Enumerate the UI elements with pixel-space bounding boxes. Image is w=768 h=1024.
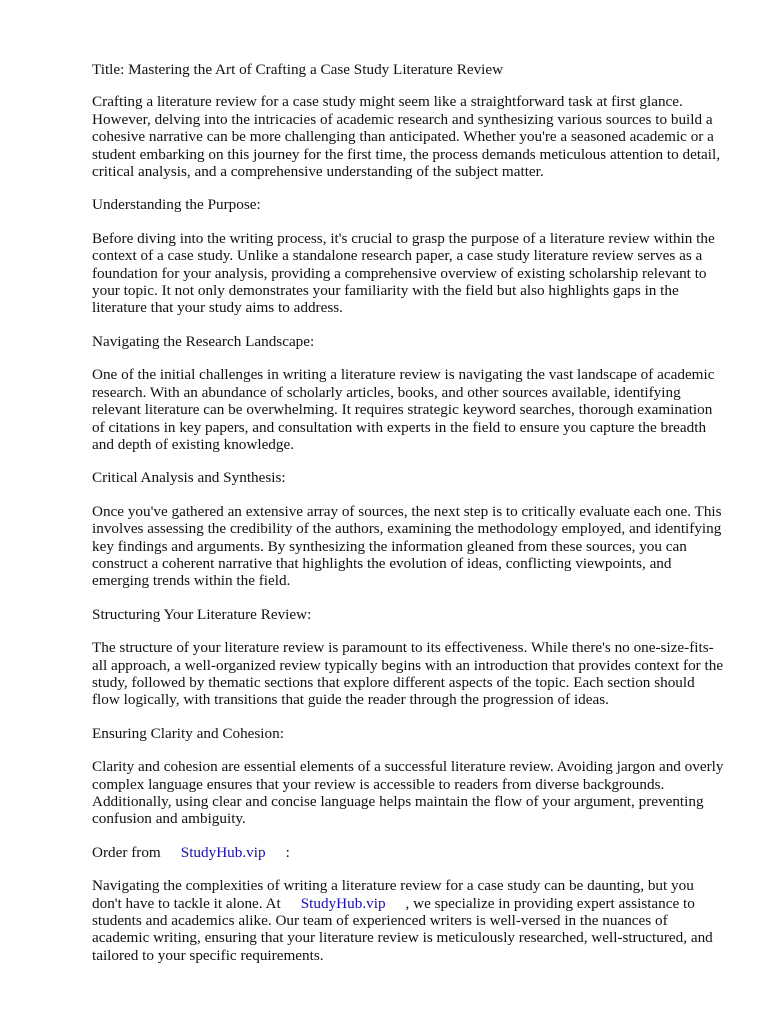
order-link[interactable]: StudyHub.vip	[180, 843, 266, 861]
section-body-analysis: Once you've gathered an extensive array of sources, the next step is to critically evaluate each one. This involves assessing the credibility of the authors, examining the methodology employed, and identifying key findings and arguments. By synthesizing the information gleaned from these sources, you can construct a coherent narrative that highlights the evolution of ideas, conflicting viewpoints, and emerging trends within the field.	[92, 502, 722, 590]
closing-link[interactable]: StudyHub.vip	[300, 894, 386, 912]
section-body-clarity: Clarity and cohesion are essential elements of a successful literature review. Avoiding jargon and overly complex language ensures that your review is accessible to readers from diverse backgrounds. Additionally, using clear and concise language helps maintain the flow of your argument, preventing confusion and ambiguity.	[92, 758, 724, 828]
closing-after-link: , we specialize in providing expert assistance to students and academics alike. Our team of experienced writers is well-versed in the nuances of academic writing, ensuring that your literature review is meticulously researched, well-structured, and tailored to your specific requirements.	[92, 894, 713, 964]
section-body-purpose: Before diving into the writing process, it's crucial to grasp the purpose of a literature review within the context of a case study. Unlike a standalone research paper, a case study literature review serves as a foundation for your analysis, providing a comprehensive overview of existing scholarship relevant to your topic. It not only demonstrates your familiarity with the field but also highlights gaps in the literature that your study aims to address.	[92, 229, 715, 317]
order-line	[92, 844, 724, 861]
closing-before-link: Navigating the complexities of writing a literature review for a case study can be daunting, but you don't have to tackle it alone. At	[92, 877, 694, 912]
document-title: Title: Mastering the Art of Crafting a Case Study Literature Review	[92, 61, 504, 78]
closing-paragraph	[92, 877, 724, 964]
section-heading-structure: Structuring Your Literature Review:	[92, 605, 312, 623]
section-heading-purpose: Understanding the Purpose:	[92, 196, 261, 214]
section-heading-analysis: Critical Analysis and Synthesis:	[92, 469, 286, 487]
section-heading-research: Navigating the Research Landscape:	[92, 332, 315, 350]
section-heading-clarity: Ensuring Clarity and Cohesion:	[92, 724, 284, 742]
section-body-research: One of the initial challenges in writing a literature review is navigating the vast landscape of academic research. With an abundance of scholarly articles, books, and other sources available, identifying relevant literature can be overwhelming. It requires strategic keyword searches, thorough examination of citations in key papers, and consultation with experts in the field to ensure you capture the breadth and depth of existing knowledge.	[92, 366, 715, 453]
order-prefix: Order from	[92, 843, 161, 861]
document-page	[92, 61, 724, 980]
section-body-structure: The structure of your literature review is paramount to its effectiveness. While there's no one-size-fits-all approach, a well-organized review typically begins with an introduction that provides context for the study, followed by thematic sections that explore different aspects of the topic. Each section should flow logically, with transitions that guide the reader through the progression of ideas.	[92, 639, 724, 709]
intro-paragraph: Crafting a literature review for a case study might seem like a straightforward task at first glance. However, delving into the intricacies of academic research and synthesizing various sources to build a cohesive narrative can be more challenging than anticipated. Whether you're a seasoned academic or a student embarking on this journey for the first time, the process demands meticulous attention to detail, critical analysis, and a comprehensive understanding of the subject matter.	[92, 93, 721, 181]
order-suffix: :	[285, 843, 290, 861]
